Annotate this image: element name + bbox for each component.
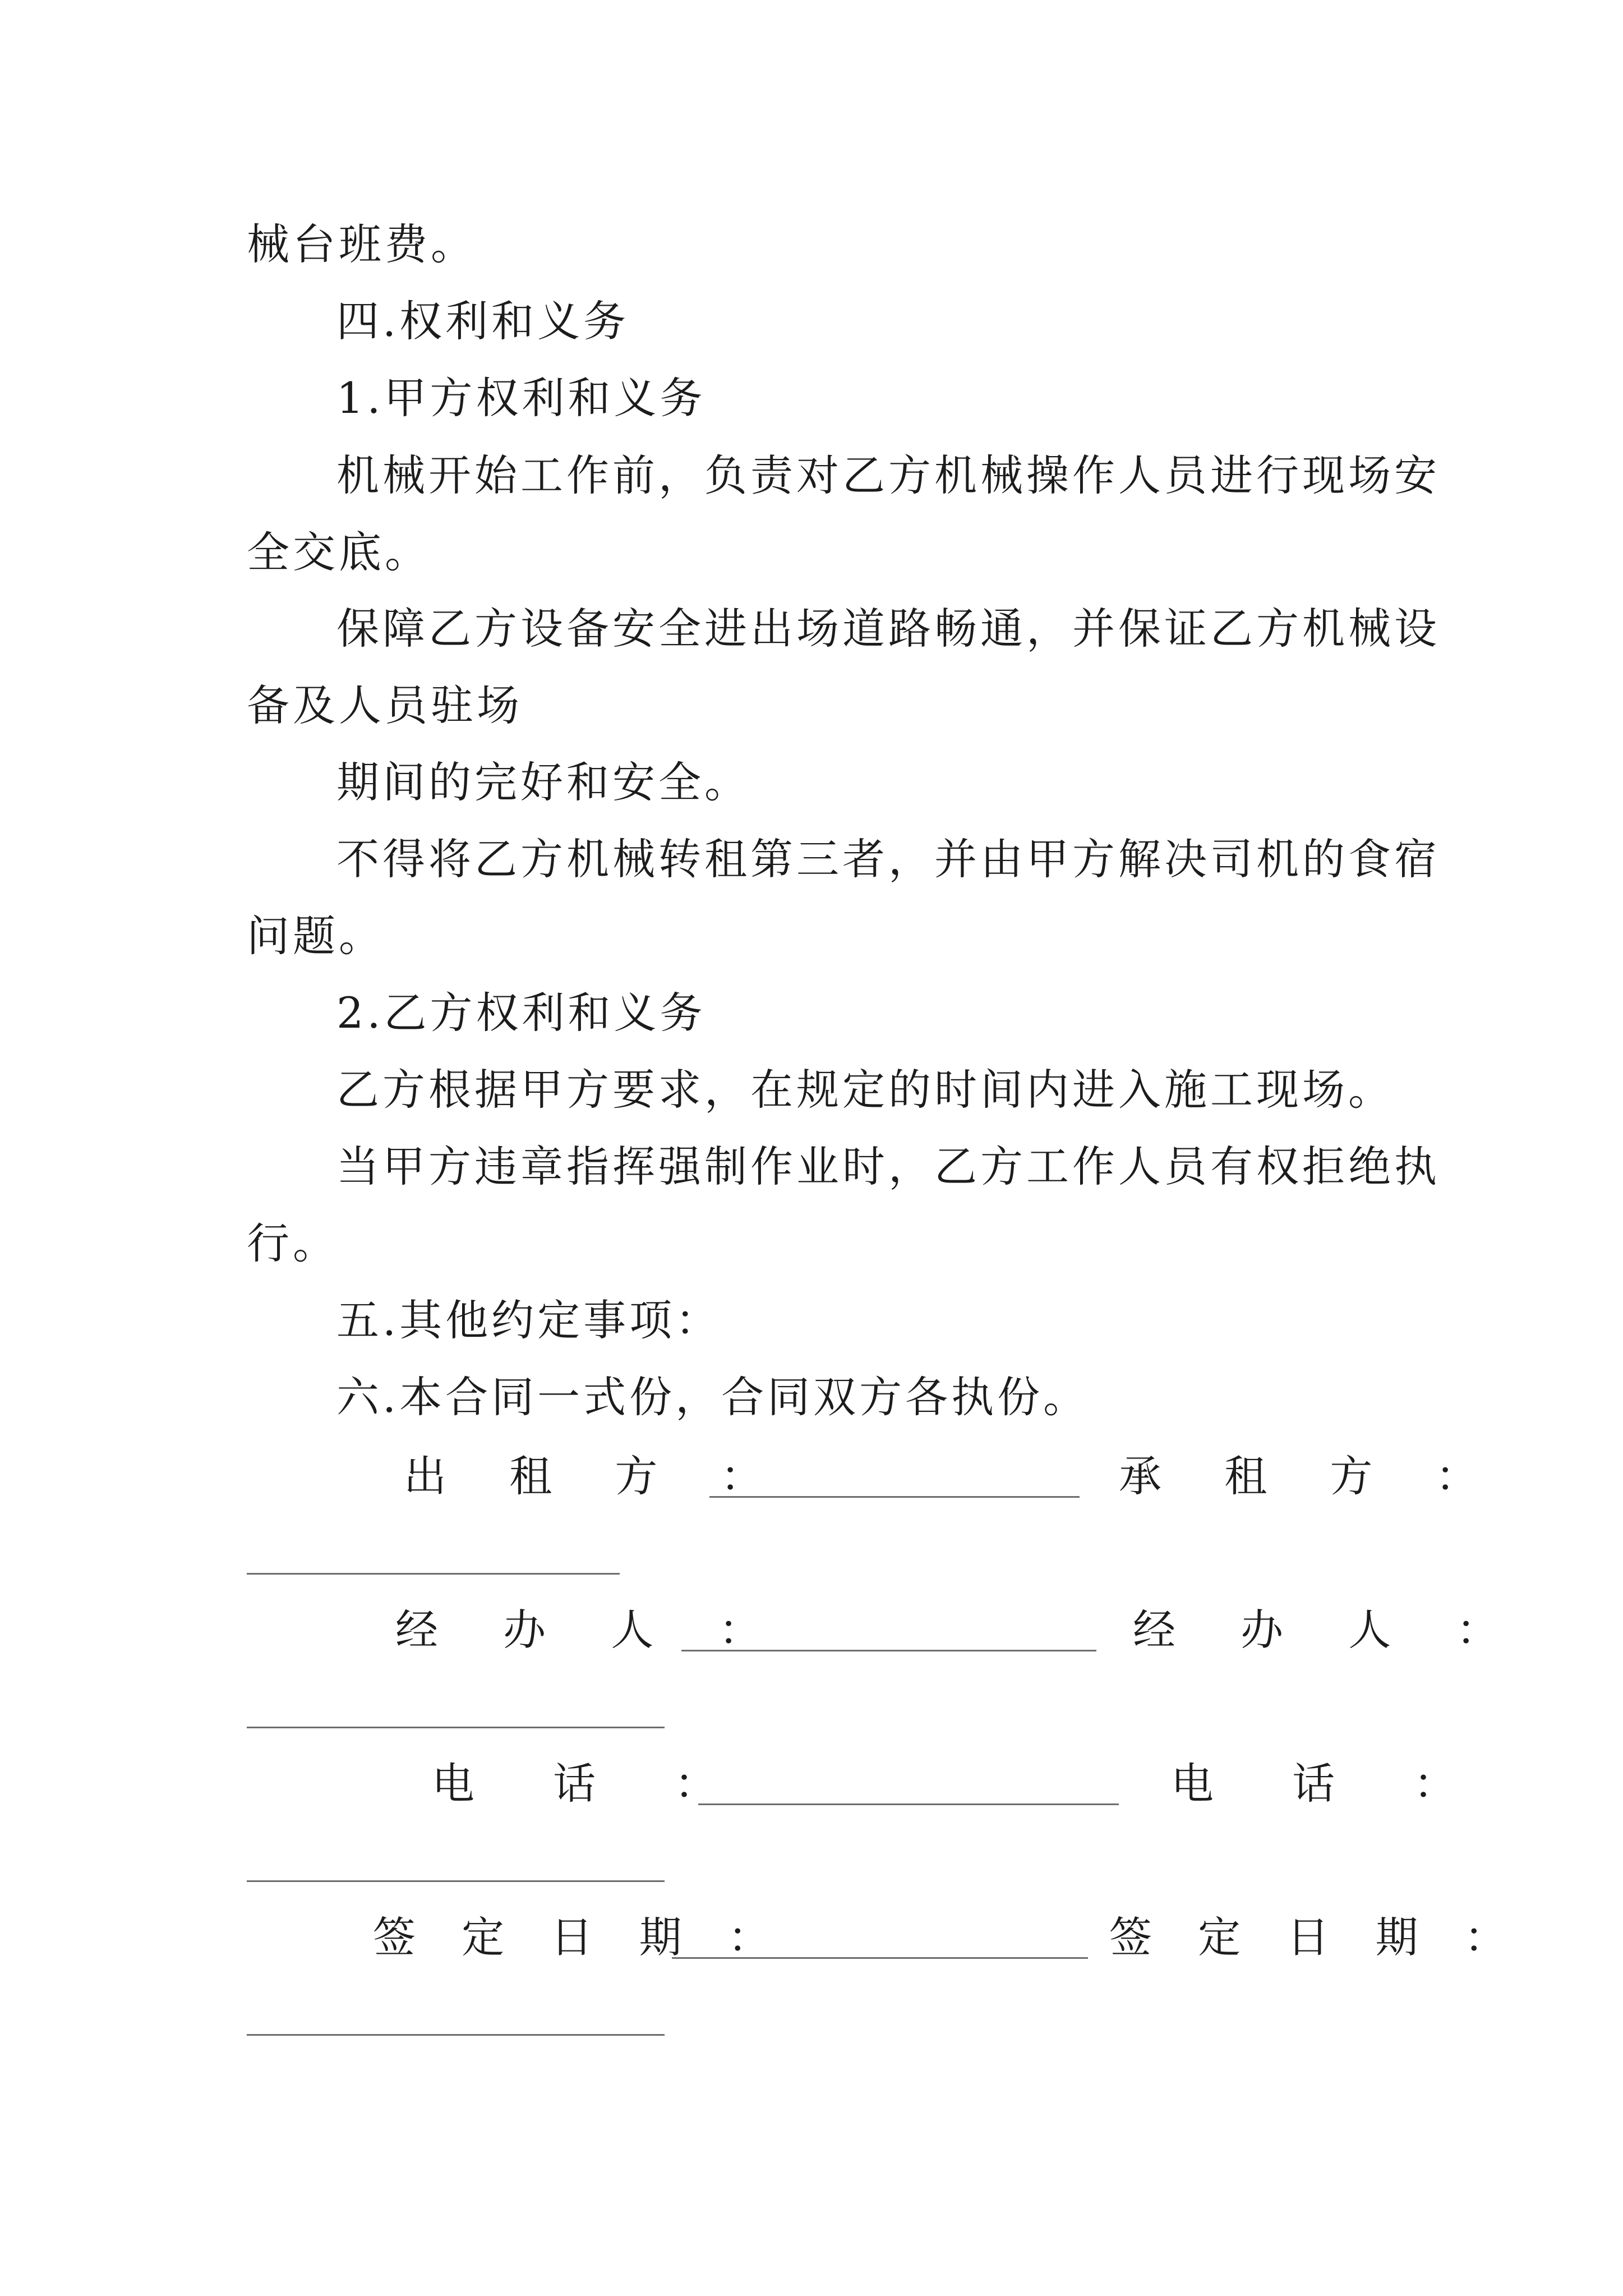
lessor-date-label: 签 定 日 期 ： bbox=[373, 1912, 787, 1962]
paragraph-line: 行。 bbox=[247, 1218, 339, 1268]
lessor-label: 出 租 方 ： bbox=[404, 1451, 788, 1501]
lessee-date-blank[interactable] bbox=[247, 2034, 665, 2036]
section-heading-rights: 四.权利和义务 bbox=[336, 296, 630, 346]
subheading-party-a: 1.甲方权利和义务 bbox=[336, 373, 706, 423]
lessor-phone-label: 电 话 ： bbox=[432, 1759, 750, 1809]
lessee-phone-blank[interactable] bbox=[247, 1880, 665, 1882]
lessee-agent-blank[interactable] bbox=[247, 1727, 665, 1728]
lessee-agent-label: 经 办 人 ： bbox=[1133, 1605, 1525, 1655]
lessor-agent-label: 经 办 人 ： bbox=[395, 1605, 787, 1655]
paragraph-line: 全交底。 bbox=[247, 527, 431, 577]
lessor-phone-blank[interactable] bbox=[698, 1803, 1119, 1805]
paragraph-line: 备及人员驻场 bbox=[247, 680, 523, 730]
lessee-label: 承 租 方 ： bbox=[1119, 1451, 1503, 1501]
lessee-signature-blank[interactable] bbox=[247, 1573, 620, 1575]
paragraph-line: 问题。 bbox=[247, 911, 385, 961]
subheading-party-b: 2.乙方权利和义务 bbox=[336, 988, 706, 1038]
paragraph-line: 保障乙方设备安全进出场道路畅通，并保证乙方机械设 bbox=[336, 604, 1440, 654]
paragraph-line: 当甲方违章指挥强制作业时，乙方工作人员有权拒绝执 bbox=[336, 1142, 1440, 1191]
lessee-phone-label: 电 话 ： bbox=[1171, 1759, 1489, 1809]
lessor-date-blank[interactable] bbox=[672, 1957, 1088, 1959]
paragraph-continuation: 械台班费。 bbox=[247, 219, 477, 269]
paragraph-line: 不得将乙方机械转租第三者，并由甲方解决司机的食宿 bbox=[336, 834, 1440, 884]
section-heading-copies: 六.本合同一式份，合同双方各执份。 bbox=[336, 1372, 1090, 1422]
paragraph-line: 机械开始工作前，负责对乙方机械操作人员进行现场安 bbox=[336, 450, 1440, 500]
lessor-agent-blank[interactable] bbox=[681, 1650, 1096, 1651]
lessor-signature-blank[interactable] bbox=[709, 1496, 1080, 1498]
paragraph-line: 乙方根据甲方要求，在规定的时间内进入施工现场。 bbox=[336, 1065, 1394, 1115]
section-heading-other: 五.其他约定事项： bbox=[336, 1295, 722, 1345]
paragraph-line: 期间的完好和安全。 bbox=[336, 757, 750, 807]
lessee-date-label: 签 定 日 期 ： bbox=[1109, 1912, 1523, 1962]
